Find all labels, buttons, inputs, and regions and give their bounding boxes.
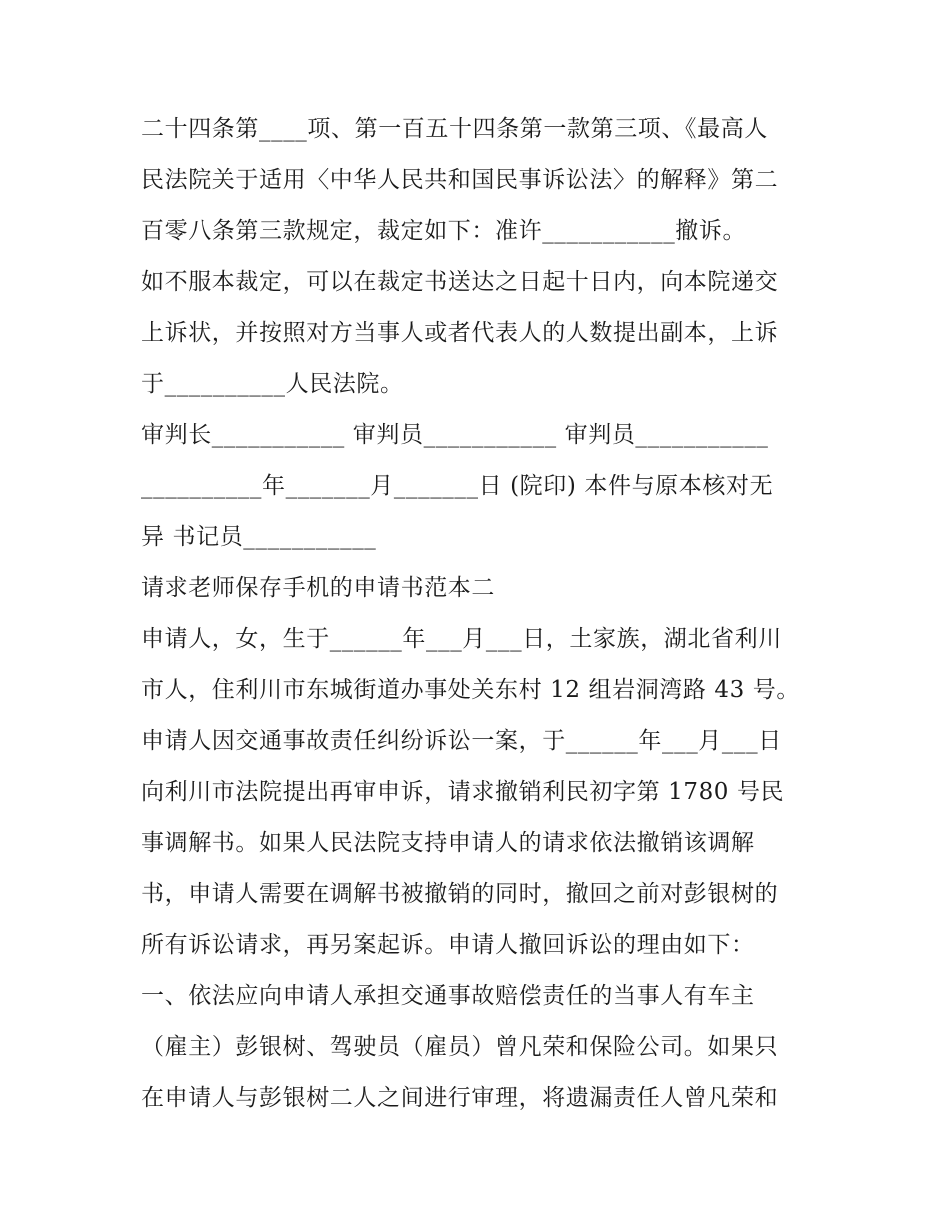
text-line-6: 于__________人民法院。: [141, 371, 404, 397]
section-title: 请求老师保存手机的申请书范本二: [141, 575, 495, 601]
text-line-2: 民法院关于适用〈中华人民共和国民事诉讼法〉的解释》第二: [141, 167, 779, 193]
text-line-17: 所有诉讼请求，再另案起诉。申请人撤回诉讼的理由如下：: [141, 932, 755, 958]
text-line-12: 市人，住利川市东城街道办事处关东村 12 组岩洞湾路 43 号。: [141, 677, 800, 703]
text-line-16: 书，申请人需要在调解书被撤销的同时，撤回之前对彭银树的: [141, 881, 779, 907]
text-line-15: 事调解书。如果人民法院支持申请人的请求依法撤销该调解: [141, 830, 755, 856]
signature-line: 审判长___________ 审判员___________ 审判员___________: [141, 422, 769, 448]
text-line-3: 百零八条第三款规定，裁定如下：准许___________撤诉。: [141, 218, 747, 244]
text-line-14: 向利川市法院提出再审申诉，请求撤销利民初字第 1780 号民: [141, 779, 785, 805]
text-line-13: 申请人因交通事故责任纠纷诉讼一案，于______年___月___日: [141, 728, 782, 754]
text-line-18: 一、依法应向申请人承担交通事故赔偿责任的当事人有车主: [141, 983, 755, 1009]
text-line-4: 如不服本裁定，可以在裁定书送达之日起十日内，向本院递交: [141, 269, 779, 295]
date-line: __________年_______月_______日 (院印) 本件与原本核对无: [141, 473, 774, 499]
text-line-11: 申请人，女，生于______年___月___日，土家族，湖北省利川: [141, 626, 782, 652]
text-line-5: 上诉状，并按照对方当事人或者代表人的人数提出副本，上诉: [141, 320, 779, 346]
text-line-19: （雇主）彭银树、驾驶员（雇员）曾凡荣和保险公司。如果只: [141, 1034, 779, 1060]
clerk-line: 异 书记员___________: [141, 524, 377, 550]
text-line-20: 在申请人与彭银树二人之间进行审理，将遗漏责任人曾凡荣和: [141, 1085, 779, 1111]
text-line-1: 二十四条第____项、第一百五十四条第一款第三项、《最高人: [141, 116, 768, 142]
